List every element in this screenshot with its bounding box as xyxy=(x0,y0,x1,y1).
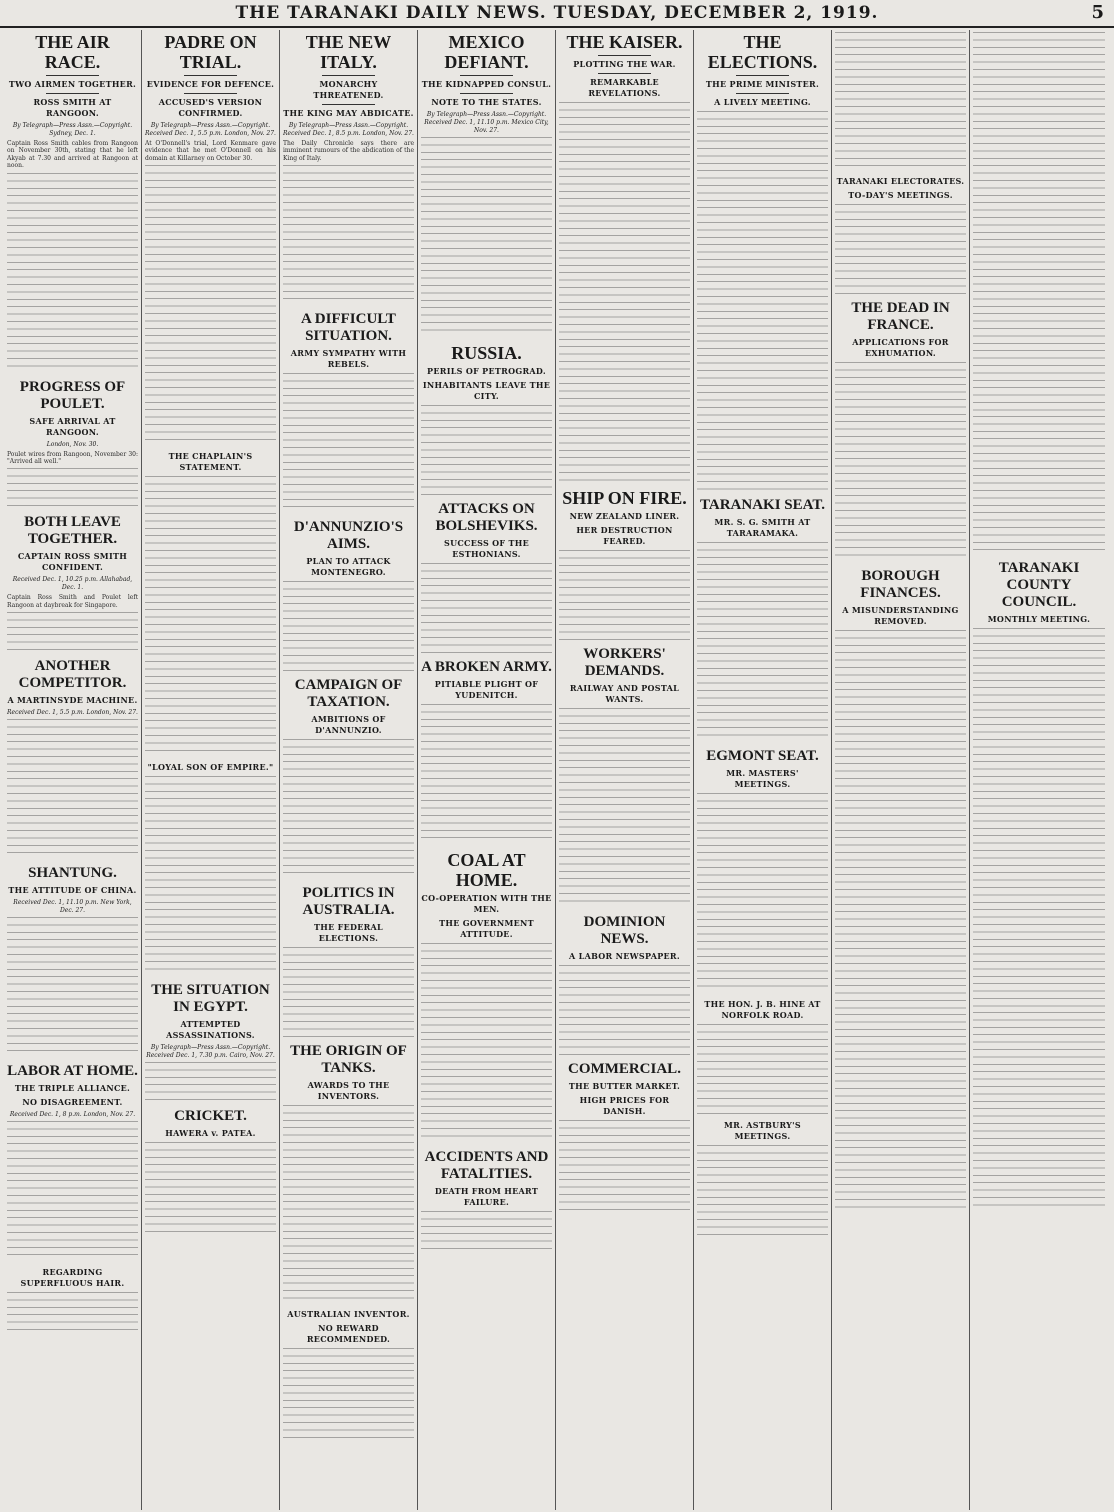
column-6 xyxy=(694,30,832,1510)
article-situation xyxy=(283,311,414,513)
article-text-block xyxy=(559,102,690,482)
article-lead: Poulet wires from Rangoon, November 30: "Arrived all well." xyxy=(7,450,138,466)
subhead: PLOTTING THE WAR. xyxy=(573,59,676,69)
subhead: THE TRIPLE ALLIANCE. xyxy=(14,1083,131,1094)
article-egypt xyxy=(145,982,276,1102)
article-poulet xyxy=(7,379,138,509)
article-italy xyxy=(283,32,414,305)
headline: TARANAKI COUNTY COUNCIL. xyxy=(998,560,1080,610)
subhead: ACCUSED'S VERSION CONFIRMED. xyxy=(158,97,263,118)
article-text-block xyxy=(697,111,828,491)
article-text-block xyxy=(7,917,138,1057)
subhead: SAFE ARRIVAL AT RANGOON. xyxy=(29,415,116,437)
columns xyxy=(4,30,1110,1510)
column-4 xyxy=(418,30,556,1510)
article-text-block xyxy=(283,947,414,1037)
article-russia xyxy=(421,343,552,495)
subhead: HAWERA v. PATEA. xyxy=(165,1128,256,1139)
subhead: TARANAKI ELECTORATES. xyxy=(836,176,965,186)
masthead-title: THE TARANAKI DAILY NEWS. TUESDAY, DECEMBER 2, 1919. xyxy=(235,3,879,23)
headline: RUSSIA. xyxy=(451,343,522,363)
article-text-block xyxy=(7,1121,138,1261)
headline: A BROKEN ARMY. xyxy=(421,659,552,675)
article-text-block xyxy=(283,373,414,513)
article-shantung xyxy=(7,865,138,1057)
article-text-block xyxy=(421,563,552,653)
dateline: London, Nov. 30. xyxy=(46,440,99,448)
article-county-council xyxy=(973,560,1105,1212)
article-politics xyxy=(283,885,414,1037)
subhead: MR. ASTBURY'S MEETINGS. xyxy=(724,1120,801,1141)
article-coal xyxy=(421,850,552,1143)
article-text-block xyxy=(145,165,276,445)
article-text-block xyxy=(283,1348,414,1438)
headline: EGMONT SEAT. xyxy=(706,748,819,764)
article-borough xyxy=(835,568,966,1214)
subhead: ATTEMPTED ASSASSINATIONS. xyxy=(166,1019,255,1041)
subhead: THE CHAPLAIN'S STATEMENT. xyxy=(168,451,253,473)
subhead: THE BUTTER MARKET. xyxy=(568,1081,681,1091)
column-7 xyxy=(832,30,970,1510)
subhead: NO DISAGREEMENT. xyxy=(22,1097,123,1108)
article-text-block xyxy=(145,1142,276,1232)
subhead: TWO AIRMEN TOGETHER. xyxy=(8,79,137,89)
subhead: AWARDS TO THE INVENTORS. xyxy=(307,1080,390,1102)
article-text-block xyxy=(835,1014,966,1214)
article-text-block xyxy=(421,137,552,337)
article-commercial xyxy=(559,1061,690,1210)
article-lead: The Daily Chronicle says there are imminent rumours of the abdication of the King of Italy. xyxy=(283,140,414,162)
headline: ATTACKS ON BOLSHEVIKS. xyxy=(435,501,538,534)
headline: BOTH LEAVE TOGETHER. xyxy=(24,514,121,548)
column-8 xyxy=(970,30,1108,1510)
subhead: THE GOVERNMENT ATTITUDE. xyxy=(439,918,534,939)
article-cricket xyxy=(145,1108,276,1232)
headline: ANOTHER COMPETITOR. xyxy=(18,658,127,692)
headline: DOMINION NEWS. xyxy=(583,914,666,947)
subhead: THE KIDNAPPED CONSUL. xyxy=(421,79,552,89)
article-padre xyxy=(145,32,276,445)
article-lead: At O'Donnell's trial, Lord Kenmare gave evidence that he met O'Donnell on his domain at Killarney on October 30. xyxy=(145,140,276,162)
subhead: MR. MASTERS' MEETINGS. xyxy=(726,768,799,789)
headline: D'ANNUNZIO'S AIMS. xyxy=(293,519,404,553)
headline: CRICKET. xyxy=(174,1108,247,1125)
article-egmont xyxy=(697,748,828,993)
headline: COMMERCIAL. xyxy=(568,1061,681,1077)
headline: THE ELECTIONS. xyxy=(707,32,818,72)
article-workers xyxy=(559,646,690,908)
headline: ACCIDENTS AND FATALITIES. xyxy=(424,1149,549,1182)
subhead: ARMY SYMPATHY WITH REBELS. xyxy=(290,348,407,370)
article-text-block xyxy=(835,630,966,1010)
headline: WORKERS' DEMANDS. xyxy=(583,646,666,679)
dateline: Received Dec. 1, 5.5 p.m. London, Nov. 27. xyxy=(7,709,138,717)
column-5 xyxy=(556,30,694,1510)
article-chaplain xyxy=(145,451,276,756)
article-both-leave xyxy=(7,514,138,652)
subhead: NO REWARD RECOMMENDED. xyxy=(306,1323,391,1345)
dateline: By Telegraph—Press Assn.—Copyright. Received Dec. 1, 7.30 p.m. Cairo, Nov. 27. xyxy=(146,1044,275,1060)
article-hair xyxy=(7,1267,138,1332)
article-text-block xyxy=(7,468,138,508)
subhead: A MARTINSYDE MACHINE. xyxy=(7,695,138,706)
subhead: PERILS OF PETROGRAD. xyxy=(427,366,546,376)
dateline: By Telegraph—Press Assn.—Copyright. Received Dec. 1, 8.5 p.m. London, Nov. 27. xyxy=(283,122,414,137)
headline: A DIFFICULT SITUATION. xyxy=(301,311,396,345)
article-text-block xyxy=(283,165,414,305)
subhead: NEW ZEALAND LINER. xyxy=(569,511,680,521)
subhead: THE HON. J. B. HINE AT NORFOLK ROAD. xyxy=(704,999,821,1020)
subhead: "LOYAL SON OF EMPIRE." xyxy=(147,762,274,773)
article-army xyxy=(421,659,552,844)
subhead: HER DESTRUCTION FEARED. xyxy=(576,525,673,546)
subhead: SUCCESS OF THE ESTHONIANS. xyxy=(444,538,529,559)
subhead: MR. S. G. SMITH AT TARARAMAKA. xyxy=(714,517,811,538)
article-text-block xyxy=(559,708,690,908)
subhead: AUSTRALIAN INVENTOR. xyxy=(287,1309,410,1320)
headline: SHIP ON FIRE. xyxy=(562,488,687,508)
headline: THE KAISER. xyxy=(566,32,683,52)
article-text-block xyxy=(559,965,690,1055)
article-hine xyxy=(697,999,828,1114)
subhead: REGARDING SUPERFLUOUS HAIR. xyxy=(20,1267,125,1289)
subhead: APPLICATIONS FOR EXHUMATION. xyxy=(852,337,949,358)
dateline: Received Dec. 1, 8 p.m. London, Nov. 27. xyxy=(9,1111,136,1119)
dateline: By Telegraph—Press Assn.—Copyright. Received Dec. 1, 5.5 p.m. London, Nov. 27. xyxy=(145,122,276,137)
article-text-block xyxy=(421,704,552,844)
headline: THE DEAD IN FRANCE. xyxy=(851,300,950,333)
subhead: CO-OPERATION WITH THE MEN. xyxy=(421,893,552,914)
article-text-block xyxy=(973,416,1105,556)
headline: COAL AT HOME. xyxy=(447,850,526,890)
article-dead-france xyxy=(835,300,966,562)
article-elections xyxy=(697,32,828,491)
article-text-block xyxy=(145,1062,276,1102)
headline: BOROUGH FINANCES. xyxy=(860,568,941,601)
article-text-block xyxy=(559,1120,690,1210)
article-text-block xyxy=(697,1024,828,1114)
subhead: A MISUNDERSTANDING REMOVED. xyxy=(842,605,959,626)
subhead: PLAN TO ATTACK MONTENEGRO. xyxy=(306,556,391,578)
subhead: DEATH FROM HEART FAILURE. xyxy=(434,1186,539,1207)
article-text-block xyxy=(7,719,138,859)
dateline: By Telegraph—Press Assn.—Copyright. Sydney, Dec. 1. xyxy=(12,122,133,137)
dateline: Received Dec. 1, 11.10 p.m. New York, Dec. 27. xyxy=(13,899,132,915)
subhead: INHABITANTS LEAVE THE CITY. xyxy=(422,380,551,401)
article-text-block xyxy=(283,739,414,879)
article-text-block xyxy=(973,628,1105,1008)
article-text-block xyxy=(283,1105,414,1305)
article-text-block xyxy=(7,612,138,652)
subhead: CAPTAIN ROSS SMITH CONFIDENT. xyxy=(17,551,128,573)
article-tanks xyxy=(283,1043,414,1438)
headline: SHANTUNG. xyxy=(28,865,117,882)
article-text-block xyxy=(835,362,966,562)
article-text-block xyxy=(973,32,1105,412)
article-text-block xyxy=(421,405,552,495)
headline: LABOR AT HOME. xyxy=(7,1063,138,1080)
subhead: EVIDENCE FOR DEFENCE. xyxy=(146,79,275,89)
article-lead: Captain Ross Smith and Poulet left Rangoon at daybreak for Singapore. xyxy=(7,594,138,609)
column-2 xyxy=(142,30,280,1510)
article-text-block xyxy=(7,173,138,373)
article-ship xyxy=(559,488,690,640)
article-text-block xyxy=(283,581,414,671)
subhead: A LABOR NEWSPAPER. xyxy=(569,951,680,961)
headline: CAMPAIGN OF TAXATION. xyxy=(294,677,403,711)
article-astbury xyxy=(697,1120,828,1235)
article-competitor xyxy=(7,658,138,859)
article-text-block xyxy=(145,776,276,976)
article-text-block xyxy=(697,793,828,993)
subhead: TO-DAY'S MEETINGS. xyxy=(848,190,953,200)
headline: THE NEW ITALY. xyxy=(305,32,392,72)
article-accidents xyxy=(421,1149,552,1251)
subhead: MONTHLY MEETING. xyxy=(987,614,1091,624)
subhead: ROSS SMITH AT RANGOON. xyxy=(33,97,112,118)
column-1 xyxy=(4,30,142,1510)
article-mexico xyxy=(421,32,552,337)
subhead: HIGH PRICES FOR DANISH. xyxy=(579,1095,670,1116)
article-empire xyxy=(145,762,276,976)
subhead: MONARCHY THREATENED. xyxy=(313,79,384,100)
subhead: A LIVELY MEETING. xyxy=(714,97,811,107)
subhead: THE FEDERAL ELECTIONS. xyxy=(314,922,383,944)
headline: THE SITUATION IN EGYPT. xyxy=(151,982,270,1016)
headline: POLITICS IN AUSTRALIA. xyxy=(302,885,395,919)
article-electorates xyxy=(835,176,966,294)
article-air-race xyxy=(7,32,138,373)
article-text-block xyxy=(835,204,966,294)
article-text-block xyxy=(559,550,690,640)
subhead: PITIABLE PLIGHT OF YUDENITCH. xyxy=(434,679,539,700)
article-text-block xyxy=(421,943,552,1143)
subhead: THE PRIME MINISTER. xyxy=(705,79,820,89)
article-kaiser xyxy=(559,32,690,482)
subhead: REMARKABLE REVELATIONS. xyxy=(588,77,661,98)
article-taranaki-seat xyxy=(697,497,828,742)
article-text-block xyxy=(697,542,828,742)
article-lead: Captain Ross Smith cables from Rangoon on November 30th, stating that he left Akyab at 7.30 and arrived at Rangoon at noon. xyxy=(7,140,138,170)
article-labor xyxy=(7,1063,138,1261)
article-text-block xyxy=(421,1211,552,1251)
article-bolsheviks xyxy=(421,501,552,653)
article-text-block xyxy=(697,1145,828,1235)
article-dannunzio xyxy=(283,519,414,671)
subhead: AMBITIONS OF D'ANNUNZIO. xyxy=(311,714,386,736)
article-text-block xyxy=(973,1012,1105,1212)
headline: PROGRESS OF POULET. xyxy=(19,378,126,412)
subhead: NOTE TO THE STATES. xyxy=(431,97,542,107)
headline: PADRE ON TRIAL. xyxy=(164,32,257,72)
article-taxation xyxy=(283,677,414,879)
page-number: 5 xyxy=(1091,2,1104,23)
article-text-block xyxy=(835,32,966,172)
dateline: By Telegraph—Press Assn.—Copyright. Received Dec. 1, 11.10 p.m. Mexico City, Nov. 27. xyxy=(424,111,549,134)
subhead: RAILWAY AND POSTAL WANTS. xyxy=(569,683,680,704)
article-dominion xyxy=(559,914,690,1055)
headline: TARANAKI SEAT. xyxy=(699,497,826,513)
masthead xyxy=(0,0,1114,28)
headline: MEXICO DEFIANT. xyxy=(444,32,529,72)
subhead: THE KING MAY ABDICATE. xyxy=(283,108,414,118)
article-text-block xyxy=(145,476,276,756)
article-text-block xyxy=(7,1292,138,1332)
column-3 xyxy=(280,30,418,1510)
headline: THE ORIGIN OF TANKS. xyxy=(290,1043,407,1077)
subhead: THE ATTITUDE OF CHINA. xyxy=(8,885,137,896)
dateline: Received Dec. 1, 10.25 p.m. Allahabad, Dec. 1. xyxy=(12,576,133,592)
headline: THE AIR RACE. xyxy=(35,32,110,72)
